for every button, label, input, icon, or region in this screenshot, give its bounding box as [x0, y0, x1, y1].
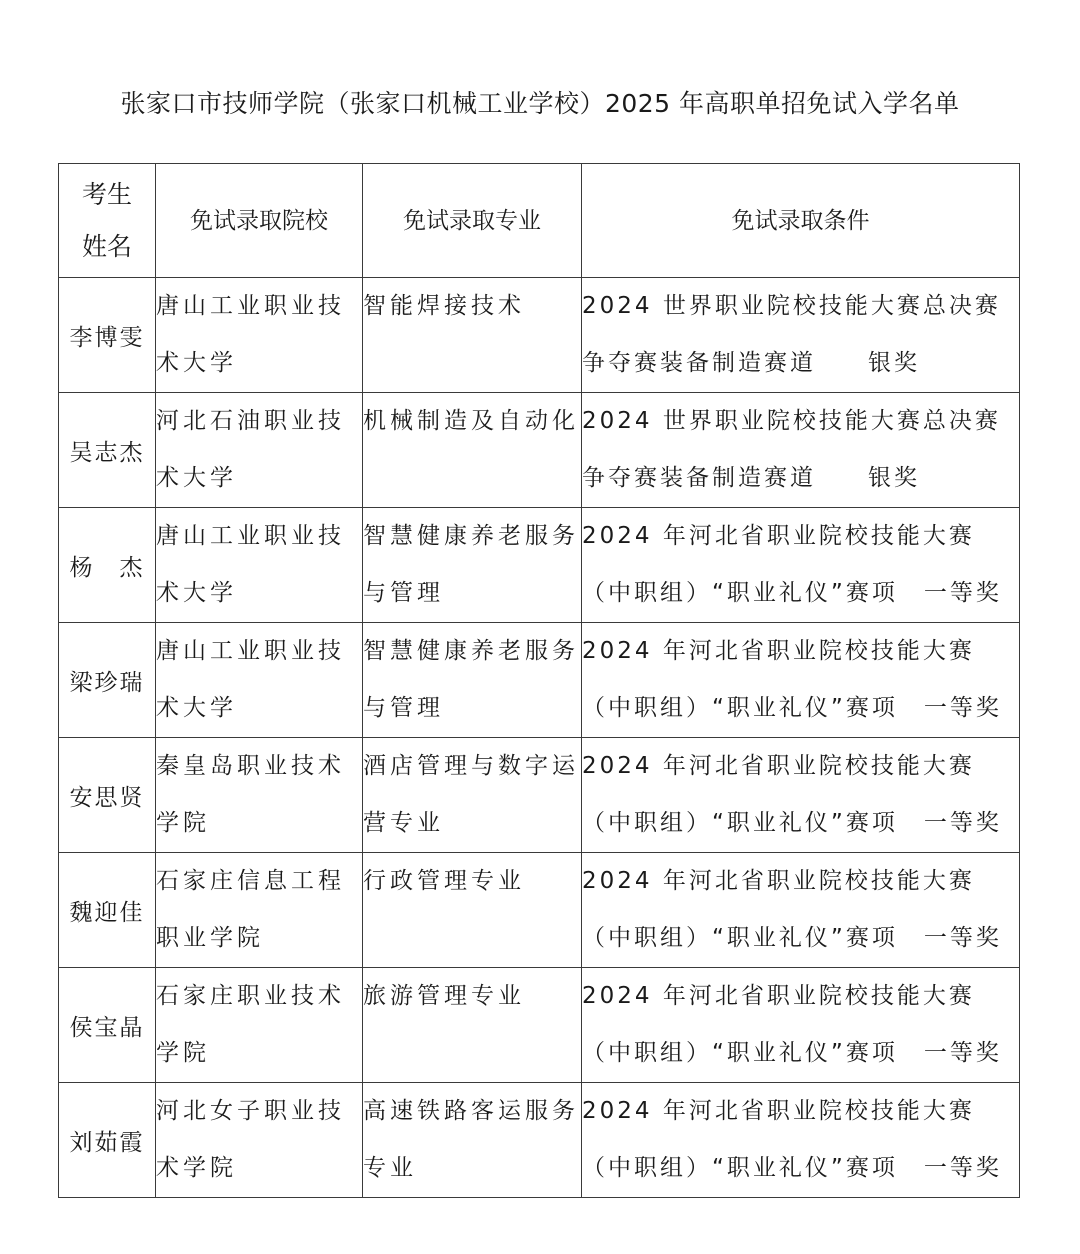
admitted-school: 河北石油职业技术大学	[156, 393, 363, 508]
table-row	[59, 968, 1020, 1083]
admission-condition: 2024 年河北省职业院校技能大赛（中职组）“职业礼仪”赛项 一等奖	[582, 738, 1020, 853]
header-major: 免试录取专业	[363, 164, 582, 278]
admitted-major: 酒店管理与数字运营专业	[363, 738, 582, 853]
admitted-school: 秦皇岛职业技术学院	[156, 738, 363, 853]
table-header-row	[59, 164, 1020, 278]
admitted-school: 河北女子职业技术学院	[156, 1083, 363, 1198]
admission-condition: 2024 世界职业院校技能大赛总决赛争夺赛装备制造赛道 银奖	[582, 393, 1020, 508]
admitted-school: 唐山工业职业技术大学	[156, 508, 363, 623]
admitted-major: 智能焊接技术	[363, 278, 582, 393]
admission-table	[58, 163, 1020, 1198]
header-name-line1: 考生	[81, 179, 132, 209]
table-row	[59, 508, 1020, 623]
admitted-school: 石家庄信息工程职业学院	[156, 853, 363, 968]
table-row	[59, 1083, 1020, 1198]
student-name: 安思贤	[59, 738, 156, 853]
student-name: 李博雯	[59, 278, 156, 393]
header-condition: 免试录取条件	[582, 164, 1020, 278]
admitted-major: 旅游管理专业	[363, 968, 582, 1083]
table-row	[59, 278, 1020, 393]
table-row	[59, 393, 1020, 508]
student-name: 杨 杰	[59, 508, 156, 623]
admission-condition: 2024 世界职业院校技能大赛总决赛争夺赛装备制造赛道 银奖	[582, 278, 1020, 393]
table-row	[59, 853, 1020, 968]
admission-condition: 2024 年河北省职业院校技能大赛（中职组）“职业礼仪”赛项 一等奖	[582, 968, 1020, 1083]
admitted-major: 高速铁路客运服务专业	[363, 1083, 582, 1198]
admission-condition: 2024 年河北省职业院校技能大赛（中职组）“职业礼仪”赛项 一等奖	[582, 623, 1020, 738]
admitted-school: 唐山工业职业技术大学	[156, 623, 363, 738]
admission-condition: 2024 年河北省职业院校技能大赛（中职组）“职业礼仪”赛项 一等奖	[582, 1083, 1020, 1198]
header-school: 免试录取院校	[156, 164, 363, 278]
admission-condition: 2024 年河北省职业院校技能大赛（中职组）“职业礼仪”赛项 一等奖	[582, 508, 1020, 623]
admitted-major: 行政管理专业	[363, 853, 582, 968]
admitted-school: 石家庄职业技术学院	[156, 968, 363, 1083]
table-row	[59, 738, 1020, 853]
header-student-name	[59, 164, 156, 278]
header-name-line2: 姓名	[81, 231, 132, 261]
student-name: 刘茹霞	[59, 1083, 156, 1198]
document-title: 张家口市技师学院（张家口机械工业学校）2025 年高职单招免试入学名单	[120, 89, 960, 118]
admitted-major: 智慧健康养老服务与管理	[363, 508, 582, 623]
admission-condition: 2024 年河北省职业院校技能大赛（中职组）“职业礼仪”赛项 一等奖	[582, 853, 1020, 968]
admitted-major: 机械制造及自动化	[363, 393, 582, 508]
admitted-major: 智慧健康养老服务与管理	[363, 623, 582, 738]
admitted-school: 唐山工业职业技术大学	[156, 278, 363, 393]
student-name: 魏迎佳	[59, 853, 156, 968]
table-row	[59, 623, 1020, 738]
student-name: 梁珍瑞	[59, 623, 156, 738]
student-name: 侯宝晶	[59, 968, 156, 1083]
student-name: 吴志杰	[59, 393, 156, 508]
